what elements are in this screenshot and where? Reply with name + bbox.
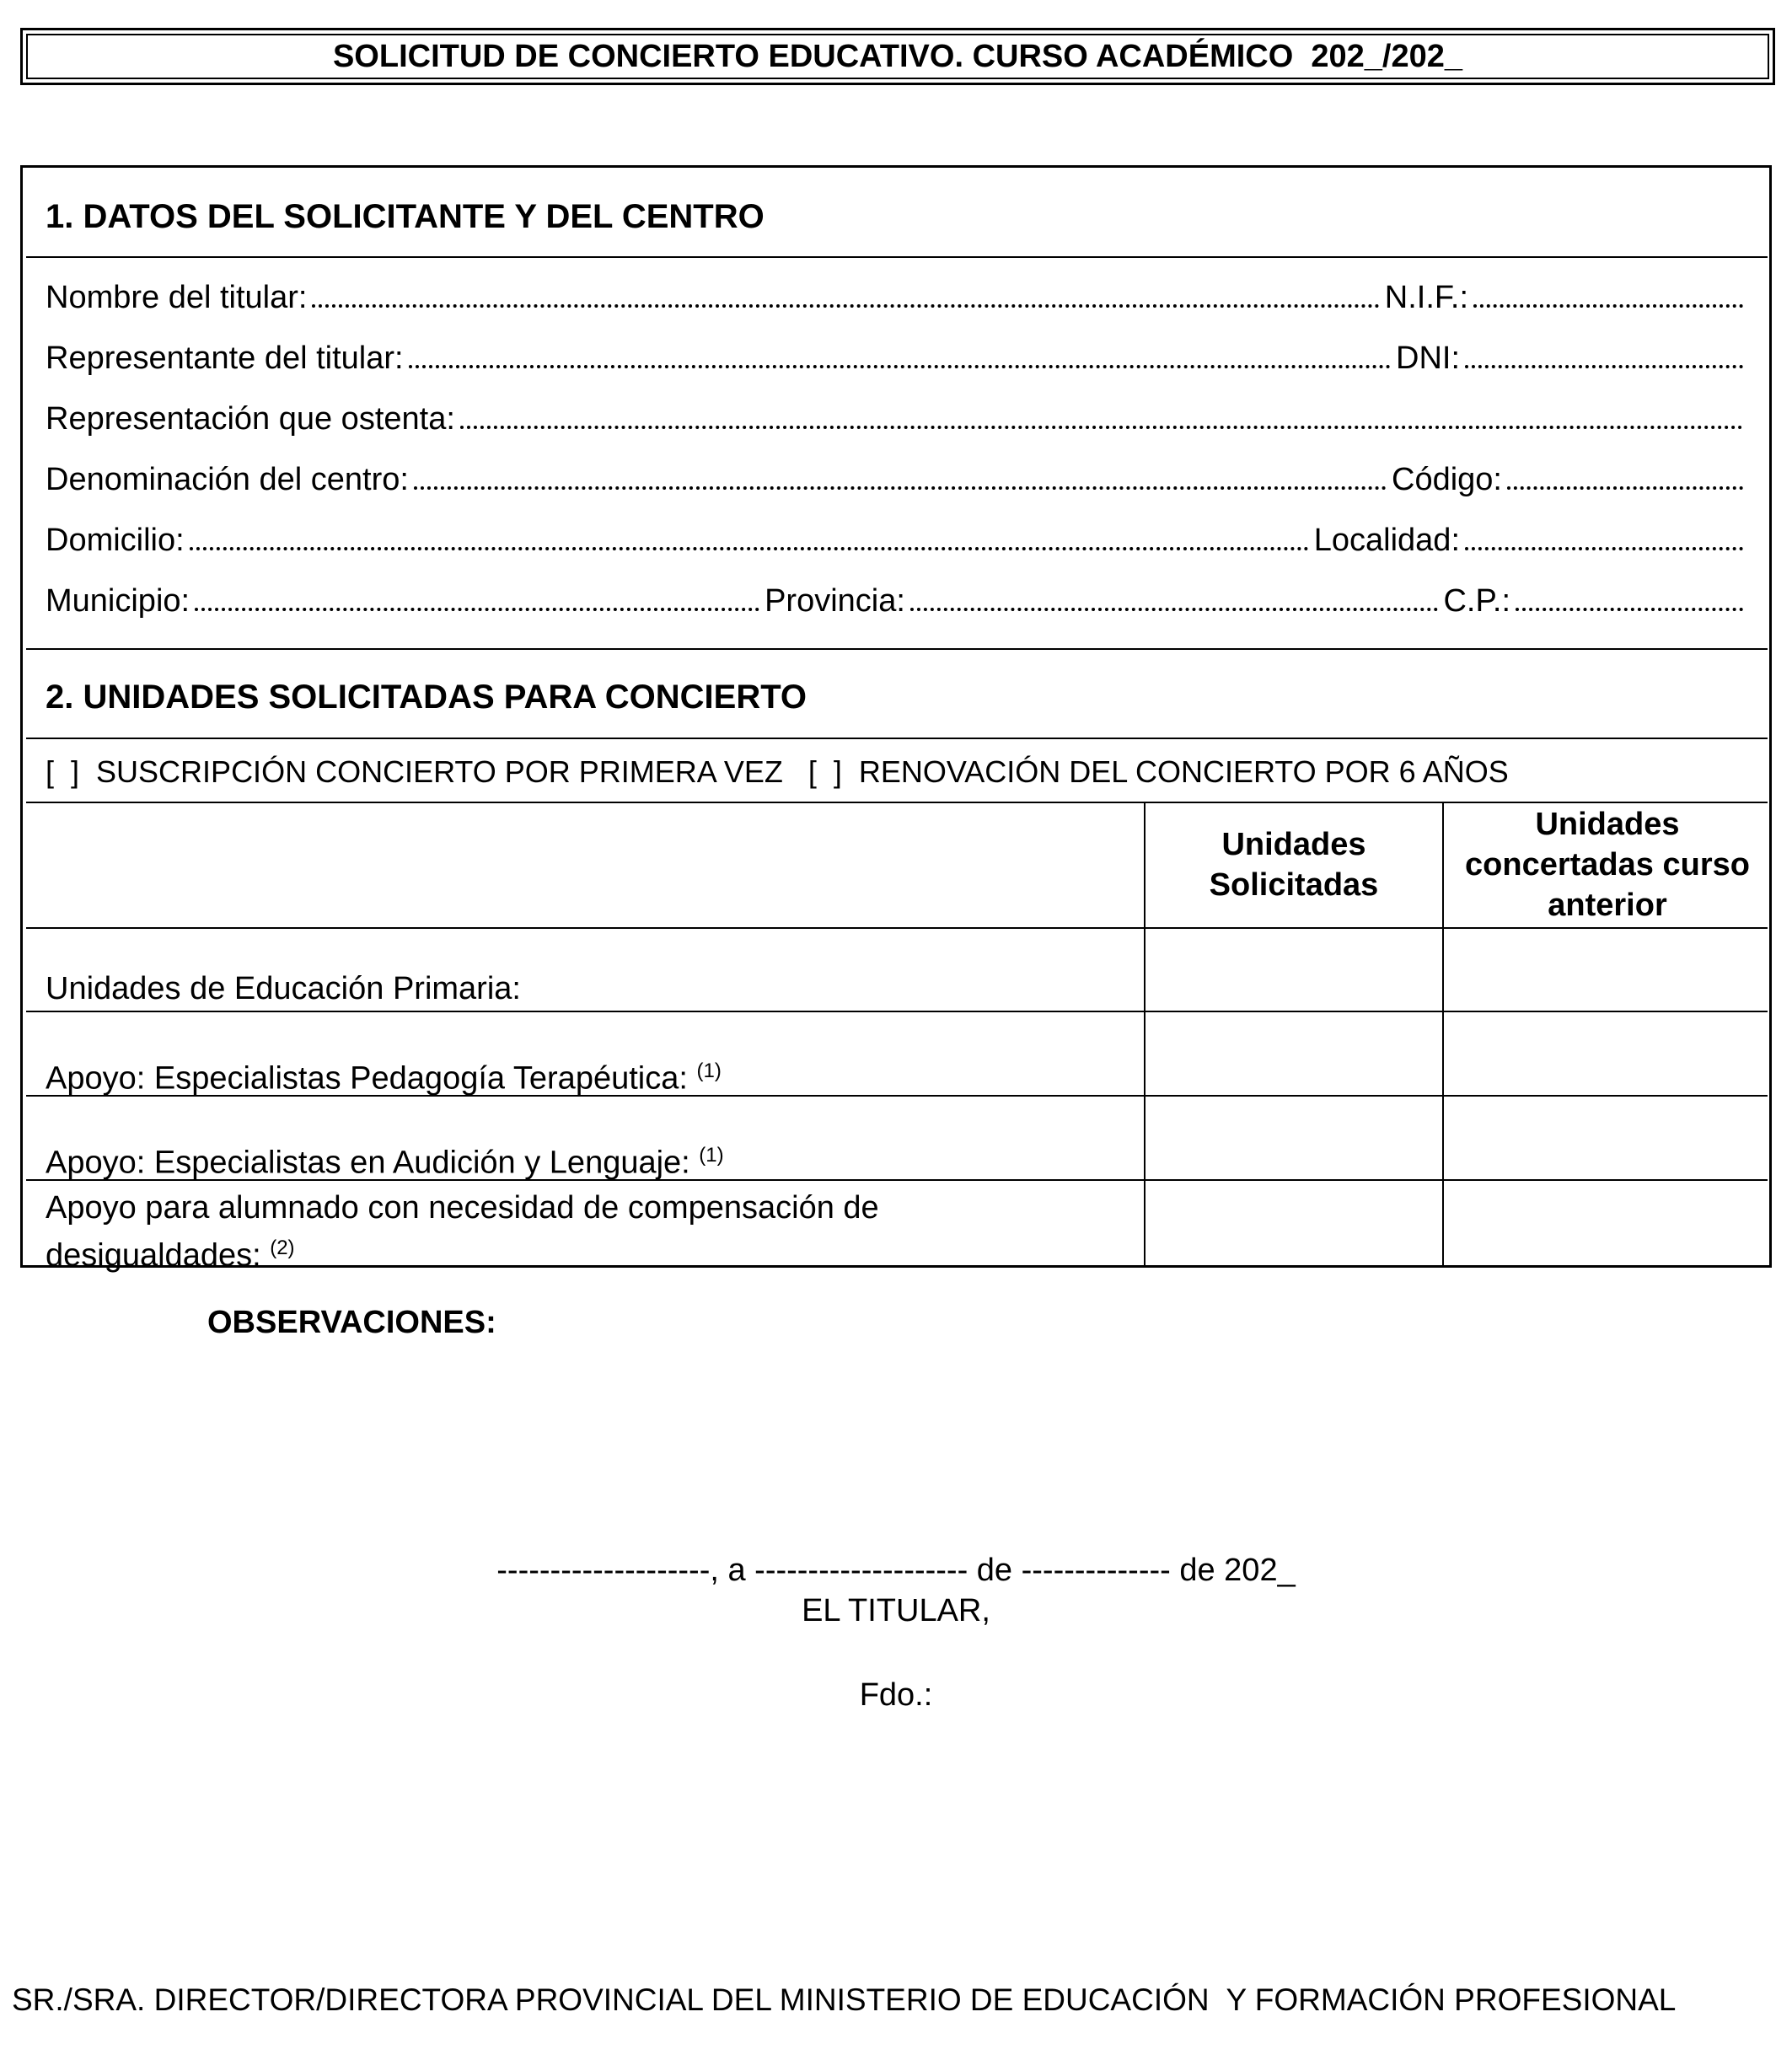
codigo-label: Código: xyxy=(1392,462,1502,497)
nombre-titular-label: Nombre del titular: xyxy=(46,280,308,315)
row-label-text: Unidades de Educación Primaria: xyxy=(46,971,521,1006)
column-divider xyxy=(1442,802,1444,1268)
denominacion-label: Denominación del centro: xyxy=(46,462,409,497)
row-label-text: Apoyo: Especialistas en Audición y Lenguaje: xyxy=(46,1145,690,1181)
provincia-field[interactable] xyxy=(910,607,1439,611)
localidad-field[interactable] xyxy=(1465,546,1743,550)
cp-field[interactable] xyxy=(1516,607,1743,611)
cell-primaria-solicitadas[interactable] xyxy=(1147,929,1441,1010)
localidad-label: Localidad: xyxy=(1313,523,1460,558)
row-label-pedagogia xyxy=(46,1051,722,1099)
section2-heading: 2. UNIDADES SOLICITADAS PARA CONCIERTO xyxy=(46,679,807,716)
signature-fdo[interactable]: Fdo.: xyxy=(859,1677,933,1713)
cell-audicion-solicitadas[interactable] xyxy=(1147,1097,1441,1178)
row-label-compensacion xyxy=(46,1188,1057,1276)
row-denominacion xyxy=(46,451,1748,498)
concierto-type-row xyxy=(46,754,1509,790)
nombre-titular-field[interactable] xyxy=(312,303,1379,308)
codigo-field[interactable] xyxy=(1507,485,1743,490)
col-header-solicitadas: Unidades Solicitadas xyxy=(1209,827,1379,903)
dni-field[interactable] xyxy=(1465,364,1743,368)
representacion-field[interactable] xyxy=(460,425,1743,429)
signer-role: EL TITULAR, xyxy=(802,1593,990,1628)
domicilio-label: Domicilio: xyxy=(46,523,185,558)
date-place-line[interactable]: --------------------, a -------------------- de -------------- de 202_ xyxy=(496,1553,1296,1588)
cell-primaria-concertadas[interactable] xyxy=(1446,929,1766,1010)
column-divider xyxy=(1144,802,1145,1268)
divider xyxy=(26,802,1768,803)
row-domicilio xyxy=(46,512,1748,559)
cp-label: C.P.: xyxy=(1443,583,1510,619)
col-header-concertadas: Unidades concertadas curso anterior xyxy=(1465,807,1750,923)
row-municipio xyxy=(46,572,1748,620)
cell-compensacion-solicitadas[interactable] xyxy=(1147,1181,1441,1263)
cell-compensacion-concertadas[interactable] xyxy=(1446,1181,1766,1263)
section1-heading: 1. DATOS DEL SOLICITANTE Y DEL CENTRO xyxy=(46,198,765,235)
row-titular xyxy=(46,269,1748,316)
cell-pedagogia-concertadas[interactable] xyxy=(1446,1012,1766,1093)
dni-label: DNI: xyxy=(1396,341,1460,376)
nif-field[interactable] xyxy=(1473,303,1743,308)
row-label-audicion xyxy=(46,1135,724,1183)
row-label-text: Apoyo para alumnado con necesidad de compensación de desigualdades: xyxy=(46,1190,879,1274)
footnote-ref: (1) xyxy=(696,1060,722,1082)
option-primera-vez-label: SUSCRIPCIÓN CONCIERTO POR PRIMERA VEZ xyxy=(96,754,783,789)
row-label-text: Apoyo: Especialistas Pedagogía Terapéutica: xyxy=(46,1060,688,1097)
denominacion-field[interactable] xyxy=(414,485,1387,490)
representacion-label: Representación que ostenta: xyxy=(46,401,455,437)
divider xyxy=(26,648,1768,650)
footnote-ref: (1) xyxy=(699,1144,724,1167)
form-title-box xyxy=(20,28,1775,85)
representante-label: Representante del titular: xyxy=(46,341,404,376)
cell-pedagogia-solicitadas[interactable] xyxy=(1147,1012,1441,1093)
representante-field[interactable] xyxy=(409,364,1391,368)
form-table xyxy=(20,165,1772,1274)
observaciones-label: OBSERVACIONES: xyxy=(207,1305,496,1340)
row-label-primaria xyxy=(46,968,521,1009)
divider xyxy=(26,738,1768,739)
divider xyxy=(26,256,1768,258)
form-title: SOLICITUD DE CONCIERTO EDUCATIVO. CURSO ACADÉMICO 202_/202_ xyxy=(26,34,1769,79)
checkbox-primera-vez[interactable]: [ ] xyxy=(46,754,80,789)
footnote-ref: (2) xyxy=(270,1237,295,1259)
domicilio-field[interactable] xyxy=(190,546,1309,550)
cell-audicion-concertadas[interactable] xyxy=(1446,1097,1766,1178)
nif-label: N.I.F.: xyxy=(1384,280,1468,315)
addressee: SR./SRA. DIRECTOR/DIRECTORA PROVINCIAL DEL MINISTERIO DE EDUCACIÓN Y FORMACIÓN PROFESIONAL xyxy=(12,1982,1677,2017)
checkbox-renovacion[interactable]: [ ] xyxy=(807,754,842,789)
municipio-label: Municipio: xyxy=(46,583,190,619)
row-representante xyxy=(46,330,1748,377)
option-renovacion-label: RENOVACIÓN DEL CONCIERTO POR 6 AÑOS xyxy=(858,754,1509,789)
provincia-label: Provincia: xyxy=(765,583,905,619)
municipio-field[interactable] xyxy=(195,607,759,611)
row-representacion xyxy=(46,390,1748,437)
